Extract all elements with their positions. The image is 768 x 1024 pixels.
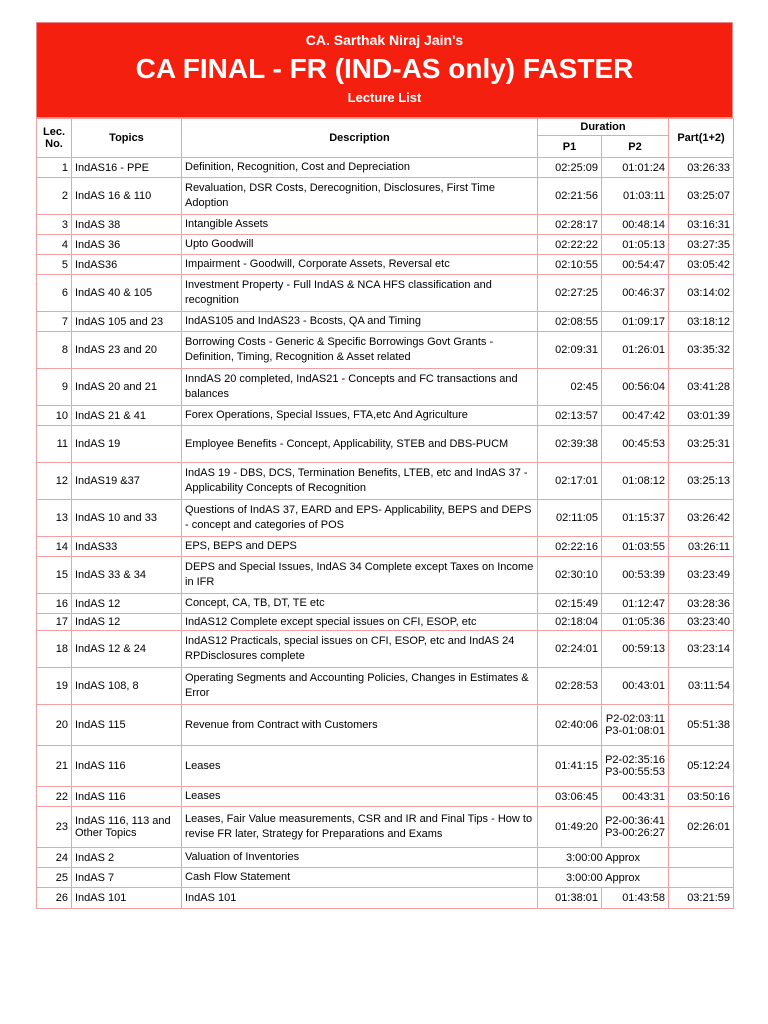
lecture-number: 15 [37,557,72,594]
duration-p2: 00:48:14 [602,215,669,235]
table-row [37,746,734,787]
duration-p2: 01:12:47 [602,594,669,614]
duration-p2: 01:05:13 [602,235,669,255]
duration-total: 03:26:11 [669,537,734,557]
lecture-topic: IndAS 2 [72,848,182,868]
lecture-number: 12 [37,463,72,500]
duration-p2: 00:53:39 [602,557,669,594]
duration-p2: 00:59:13 [602,631,669,668]
duration-p3-part: P3-00:26:27 [605,827,666,839]
lecture-topic: IndAS 36 [72,235,182,255]
duration-p2: 01:05:36 [602,614,669,631]
duration-total: 03:50:16 [669,787,734,807]
lecture-description: Revenue from Contract with Customers [182,705,538,746]
lecture-number: 4 [37,235,72,255]
duration-p1: 02:28:53 [538,668,602,705]
duration-total [669,868,734,888]
lecture-rows [37,158,734,909]
duration-p2: 00:45:53 [602,426,669,463]
lecture-topic: IndAS 38 [72,215,182,235]
table-row [37,255,734,275]
lecture-topic: IndAS 16 & 110 [72,178,182,215]
duration-total: 03:21:59 [669,888,734,909]
duration-total: 03:18:12 [669,312,734,332]
lecture-topic: IndAS 116 [72,746,182,787]
duration-total: 05:12:24 [669,746,734,787]
table-row [37,235,734,255]
lecture-description: IndAS105 and IndAS23 - Bcosts, QA and Timing [182,312,538,332]
col-duration: Duration [538,119,669,136]
lecture-description: Cash Flow Statement [182,868,538,888]
lecture-topic: IndAS 21 & 41 [72,406,182,426]
lecture-topic: IndAS 10 and 33 [72,500,182,537]
duration-p1: 02:21:56 [538,178,602,215]
duration-approx: 3:00:00 Approx [538,848,669,868]
duration-p2: 01:03:11 [602,178,669,215]
lecture-description: Valuation of Inventories [182,848,538,868]
col-lec-no: Lec. No. [37,119,72,158]
duration-total: 03:25:13 [669,463,734,500]
table-row [37,614,734,631]
lecture-topic: IndAS33 [72,537,182,557]
lecture-description: InndAS 20 completed, IndAS21 - Concepts and FC transactions and balances [182,369,538,406]
lecture-number: 18 [37,631,72,668]
lecture-number: 22 [37,787,72,807]
table-row [37,631,734,668]
duration-p2: 00:43:31 [602,787,669,807]
table-row [37,888,734,909]
col-topics: Topics [72,119,182,158]
duration-total: 03:27:35 [669,235,734,255]
duration-p1: 02:18:04 [538,614,602,631]
duration-p2-part: P2-02:35:16 [605,754,666,766]
duration-total: 03:23:14 [669,631,734,668]
duration-total: 03:25:31 [669,426,734,463]
duration-p2-part: P2-00:36:41 [605,815,666,827]
table-row [37,537,734,557]
table-row [37,332,734,369]
lecture-topic: IndAS 108, 8 [72,668,182,705]
duration-p1: 02:10:55 [538,255,602,275]
table-row [37,787,734,807]
duration-p1: 01:41:15 [538,746,602,787]
lecture-number: 14 [37,537,72,557]
duration-p1: 02:22:22 [538,235,602,255]
duration-p2: 00:43:01 [602,668,669,705]
duration-total: 03:26:42 [669,500,734,537]
col-description: Description [182,119,538,158]
duration-p2: 01:03:55 [602,537,669,557]
col-part-total: Part(1+2) [669,119,734,158]
lecture-topic: IndAS 40 & 105 [72,275,182,312]
duration-total: 03:11:54 [669,668,734,705]
lecture-number: 7 [37,312,72,332]
lecture-number: 13 [37,500,72,537]
duration-total: 03:35:32 [669,332,734,369]
header-banner [36,22,733,118]
duration-p2: 01:08:12 [602,463,669,500]
duration-p1: 03:06:45 [538,787,602,807]
lecture-description: Definition, Recognition, Cost and Depreciation [182,158,538,178]
duration-p1: 02:17:01 [538,463,602,500]
duration-p2: 00:54:47 [602,255,669,275]
lecture-description: Impairment - Goodwill, Corporate Assets, Reversal etc [182,255,538,275]
table-row [37,178,734,215]
duration-total: 03:41:28 [669,369,734,406]
table-row [37,275,734,312]
duration-approx: 3:00:00 Approx [538,868,669,888]
duration-total: 03:16:31 [669,215,734,235]
duration-p1: 02:11:05 [538,500,602,537]
duration-p2: 01:43:58 [602,888,669,909]
lecture-description: IndAS 19 - DBS, DCS, Termination Benefits, LTEB, etc and IndAS 37 - Applicability Concepts of Recognition [182,463,538,500]
lecture-description: Revaluation, DSR Costs, Derecognition, Disclosures, First Time Adoption [182,178,538,215]
duration-p2: 00:46:37 [602,275,669,312]
table-row [37,312,734,332]
lecture-topic: IndAS 33 & 34 [72,557,182,594]
lecture-description: Investment Property - Full IndAS & NCA HFS classification and recognition [182,275,538,312]
duration-total: 03:23:40 [669,614,734,631]
lecture-topic: IndAS 23 and 20 [72,332,182,369]
table-row [37,158,734,178]
duration-total: 03:26:33 [669,158,734,178]
lecture-topic: IndAS 115 [72,705,182,746]
duration-total: 03:28:36 [669,594,734,614]
lecture-topic: IndAS 12 [72,614,182,631]
duration-p1: 02:25:09 [538,158,602,178]
lecture-description: Leases [182,787,538,807]
lecture-description: EPS, BEPS and DEPS [182,537,538,557]
lecture-topic: IndAS 101 [72,888,182,909]
lecture-description: Employee Benefits - Concept, Applicability, STEB and DBS-PUCM [182,426,538,463]
lecture-number: 21 [37,746,72,787]
lecture-topic: IndAS 12 [72,594,182,614]
col-p2: P2 [602,136,669,158]
table-row [37,848,734,868]
duration-total: 03:01:39 [669,406,734,426]
table-row [37,406,734,426]
lecture-number: 6 [37,275,72,312]
table-row [37,215,734,235]
lecture-number: 25 [37,868,72,888]
lecture-description: Leases [182,746,538,787]
lecture-description: Questions of IndAS 37, EARD and EPS- Applicability, BEPS and DEPS - concept and categories of POS [182,500,538,537]
lecture-number: 24 [37,848,72,868]
duration-p1: 02:13:57 [538,406,602,426]
duration-p2-part: P2-02:03:11 [605,713,666,725]
duration-p2: 01:09:17 [602,312,669,332]
lecture-description: Operating Segments and Accounting Policies, Changes in Estimates & Error [182,668,538,705]
duration-p2: 01:01:24 [602,158,669,178]
table-row [37,594,734,614]
lecture-description: IndAS 101 [182,888,538,909]
duration-p1: 02:27:25 [538,275,602,312]
lecture-number: 10 [37,406,72,426]
lecture-description: Forex Operations, Special Issues, FTA,etc And Agriculture [182,406,538,426]
lecture-number: 8 [37,332,72,369]
duration-total: 03:05:42 [669,255,734,275]
lecture-description: Concept, CA, TB, DT, TE etc [182,594,538,614]
duration-p2 [602,746,669,787]
lecture-number: 17 [37,614,72,631]
duration-p1: 02:30:10 [538,557,602,594]
lecture-list-label: Lecture List [347,90,422,105]
duration-p1: 01:38:01 [538,888,602,909]
table-row [37,668,734,705]
duration-p3-part: P3-01:08:01 [605,725,666,737]
lecture-table [36,118,734,909]
duration-p1: 02:24:01 [538,631,602,668]
lecture-topic: IndAS 19 [72,426,182,463]
table-row [37,705,734,746]
lecture-description: Borrowing Costs - Generic & Specific Borrowings Govt Grants - Definition, Timing, Recognition & Asset related [182,332,538,369]
lecture-topic: IndAS36 [72,255,182,275]
duration-p1: 02:09:31 [538,332,602,369]
duration-total: 05:51:38 [669,705,734,746]
table-row [37,369,734,406]
duration-p2: 01:15:37 [602,500,669,537]
lecture-number: 3 [37,215,72,235]
duration-p1: 02:39:38 [538,426,602,463]
lecture-description: Upto Goodwill [182,235,538,255]
duration-total: 02:26:01 [669,807,734,848]
col-p1: P1 [538,136,602,158]
duration-total: 03:25:07 [669,178,734,215]
table-row [37,868,734,888]
duration-total: 03:23:49 [669,557,734,594]
duration-p1: 02:15:49 [538,594,602,614]
duration-p3-part: P3-00:55:53 [605,766,666,778]
lecture-topic: IndAS 7 [72,868,182,888]
duration-p1: 02:08:55 [538,312,602,332]
lecture-topic: IndAS16 - PPE [72,158,182,178]
lecture-description: Intangible Assets [182,215,538,235]
table-row [37,500,734,537]
lecture-topic: IndAS 116 [72,787,182,807]
duration-p2: 00:47:42 [602,406,669,426]
lecture-topic: IndAS 105 and 23 [72,312,182,332]
table-row [37,557,734,594]
lecture-description: Leases, Fair Value measurements, CSR and IR and Final Tips - How to revise FR later, Strategy for Preparations and Exams [182,807,538,848]
lecture-description: DEPS and Special Issues, IndAS 34 Complete except Taxes on Income in IFR [182,557,538,594]
lecture-topic: IndAS 20 and 21 [72,369,182,406]
lecture-number: 2 [37,178,72,215]
lecture-description: IndAS12 Practicals, special issues on CFI, ESOP, etc and IndAS 24 RPDisclosures complete [182,631,538,668]
duration-total [669,848,734,868]
lecture-number: 26 [37,888,72,909]
lecture-description: IndAS12 Complete except special issues on CFI, ESOP, etc [182,614,538,631]
lecture-number: 5 [37,255,72,275]
lecture-topic: IndAS 12 & 24 [72,631,182,668]
duration-p1: 02:40:06 [538,705,602,746]
lecture-number: 23 [37,807,72,848]
table-row [37,807,734,848]
course-title: CA FINAL - FR (IND-AS only) FASTER [135,53,634,84]
lecture-number: 19 [37,668,72,705]
duration-p1: 02:45 [538,369,602,406]
lecture-topic: IndAS19 &37 [72,463,182,500]
lecture-sheet [36,22,733,909]
duration-p1: 02:28:17 [538,215,602,235]
lecture-topic: IndAS 116, 113 and Other Topics [72,807,182,848]
duration-p2 [602,705,669,746]
lecture-number: 16 [37,594,72,614]
table-row [37,426,734,463]
lecture-number: 9 [37,369,72,406]
duration-p2: 00:56:04 [602,369,669,406]
duration-total: 03:14:02 [669,275,734,312]
duration-p2 [602,807,669,848]
lecture-number: 1 [37,158,72,178]
duration-p2: 01:26:01 [602,332,669,369]
lecture-number: 20 [37,705,72,746]
lecture-number: 11 [37,426,72,463]
table-row [37,463,734,500]
duration-p1: 02:22:16 [538,537,602,557]
author-line: CA. Sarthak Niraj Jain's [305,32,464,48]
duration-p1: 01:49:20 [538,807,602,848]
